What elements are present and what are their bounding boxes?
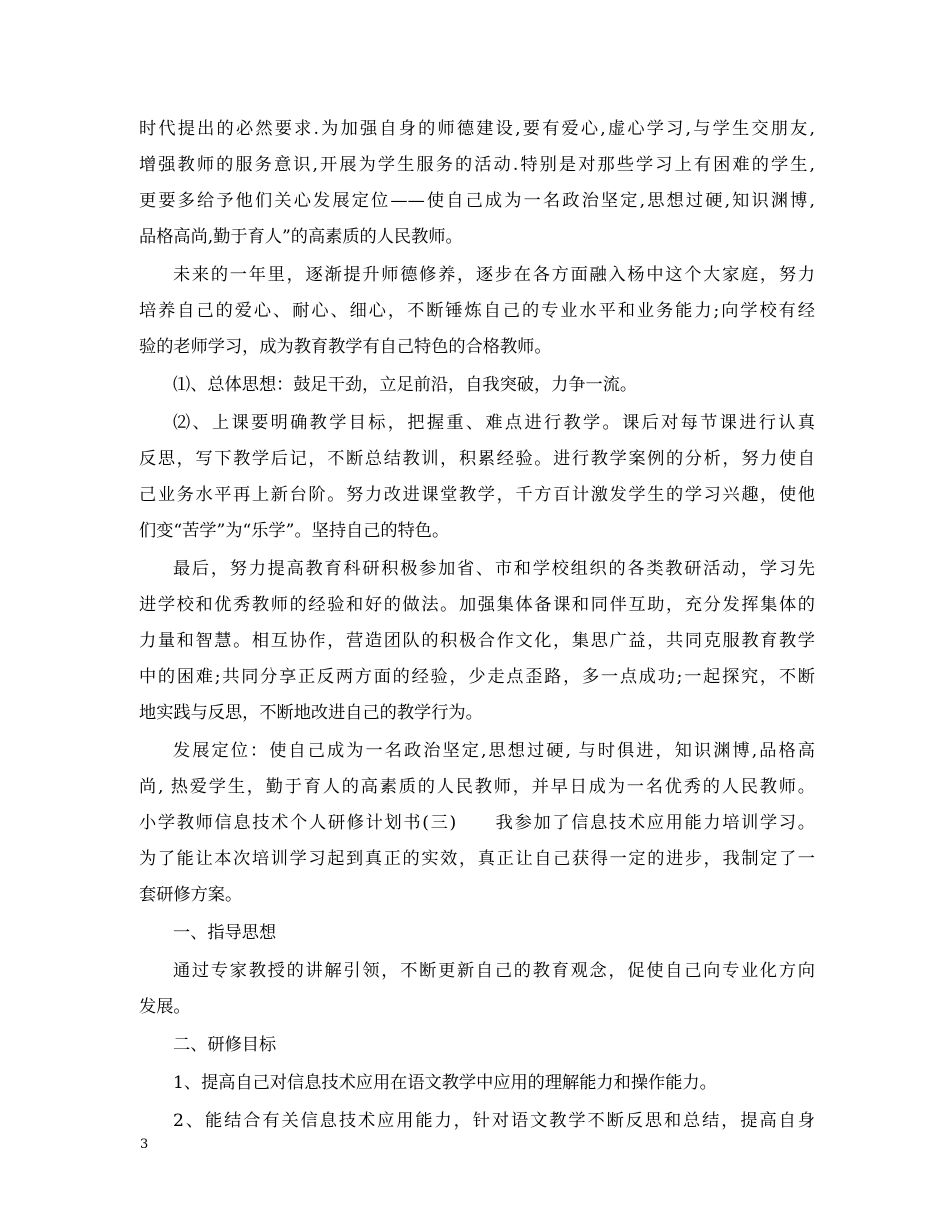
text-line: 未来的一年里，逐渐提升师德修养，逐步在各方面融入杨中这个大家庭，努力 [173,265,815,285]
text-line: 发展定位：使自己成为一名政治坚定,思想过硬, 与时俱进，知识渊博,品格高 [173,741,815,761]
section-heading: 一、指导思想 [173,923,277,943]
text-line: 尚, 热爱学生，勤于育人的高素质的人民教师，并早日成为一名优秀的人民教师。 [139,777,815,797]
text-line: 套研修方案。 [139,885,243,905]
text-line: 更要多给予他们关心发展定位——使自己成为一名政治坚定,思想过硬,知识渊博, [139,191,815,211]
text-line: 为了能让本次培训学习起到真正的实效，真正让自己获得一定的进步，我制定了一 [139,849,815,869]
text-line: 最后，努力提高教育科研积极参加省、市和学校组织的各类教研活动，学习先 [173,559,815,579]
text-line: 1、提高自己对信息技术应用在语文教学中应用的理解能力和操作能力。 [173,1073,717,1093]
text-line: 验的老师学习，成为教育教学有自己特色的合格教师。 [139,337,552,357]
text-line: 力量和智慧。相互协作，营造团队的积极合作文化，集思广益，共同克服教育教学 [139,631,815,651]
text-line: 己业务水平再上新台阶。努力改进课堂教学，千方百计激发学生的学习兴趣，使他 [139,485,815,505]
text-line: 反思，写下教学后记，不断总结教训，积累经验。进行教学案例的分析，努力使自 [139,449,815,469]
text-line: 地实践与反思，不断地改进自己的教学行为。 [139,703,483,723]
text-line: 们变“苦学”为“乐学”。坚持自己的特色。 [139,521,450,541]
text-line: 品格高尚,勤于育人”的高素质的人民教师。 [139,227,463,247]
text-line: 进学校和优秀教师的经验和好的做法。加强集体备课和同伴互助，充分发挥集体的 [139,595,815,615]
text-line: 小学教师信息技术个人研修计划书(三) 我参加了信息技术应用能力培训学习。 [139,813,815,833]
text-line: 培养自己的爱心、耐心、细心，不断锤炼自己的专业水平和业务能力;向学校有经 [139,301,815,321]
text-line: 时代提出的必然要求.为加强自身的师德建设,要有爱心,虚心学习,与学生交朋友, [139,119,815,139]
text-line: ⑵、上课要明确教学目标，把握重、难点进行教学。课后对每节课进行认真 [173,413,815,433]
section-heading: 二、研修目标 [173,1035,277,1055]
text-line: 中的困难;共同分享正反两方面的经验，少走点歪路，多一点成功;一起探究，不断 [139,667,815,687]
text-line: 通过专家教授的讲解引领，不断更新自己的教育观念，促使自己向专业化方向 [173,961,815,981]
text-line: ⑴、总体思想：鼓足干劲，立足前沿，自我突破，力争一流。 [173,375,638,395]
text-line: 发展。 [139,997,191,1017]
document-body [139,111,815,1139]
text-line: 2、能结合有关信息技术应用能力，针对语文教学不断反思和总结，提高自身 [173,1111,815,1131]
text-line: 增强教师的服务意识,开展为学生服务的活动.特别是对那些学习上有困难的学生, [139,155,815,175]
page-number: 3 [140,1137,149,1152]
